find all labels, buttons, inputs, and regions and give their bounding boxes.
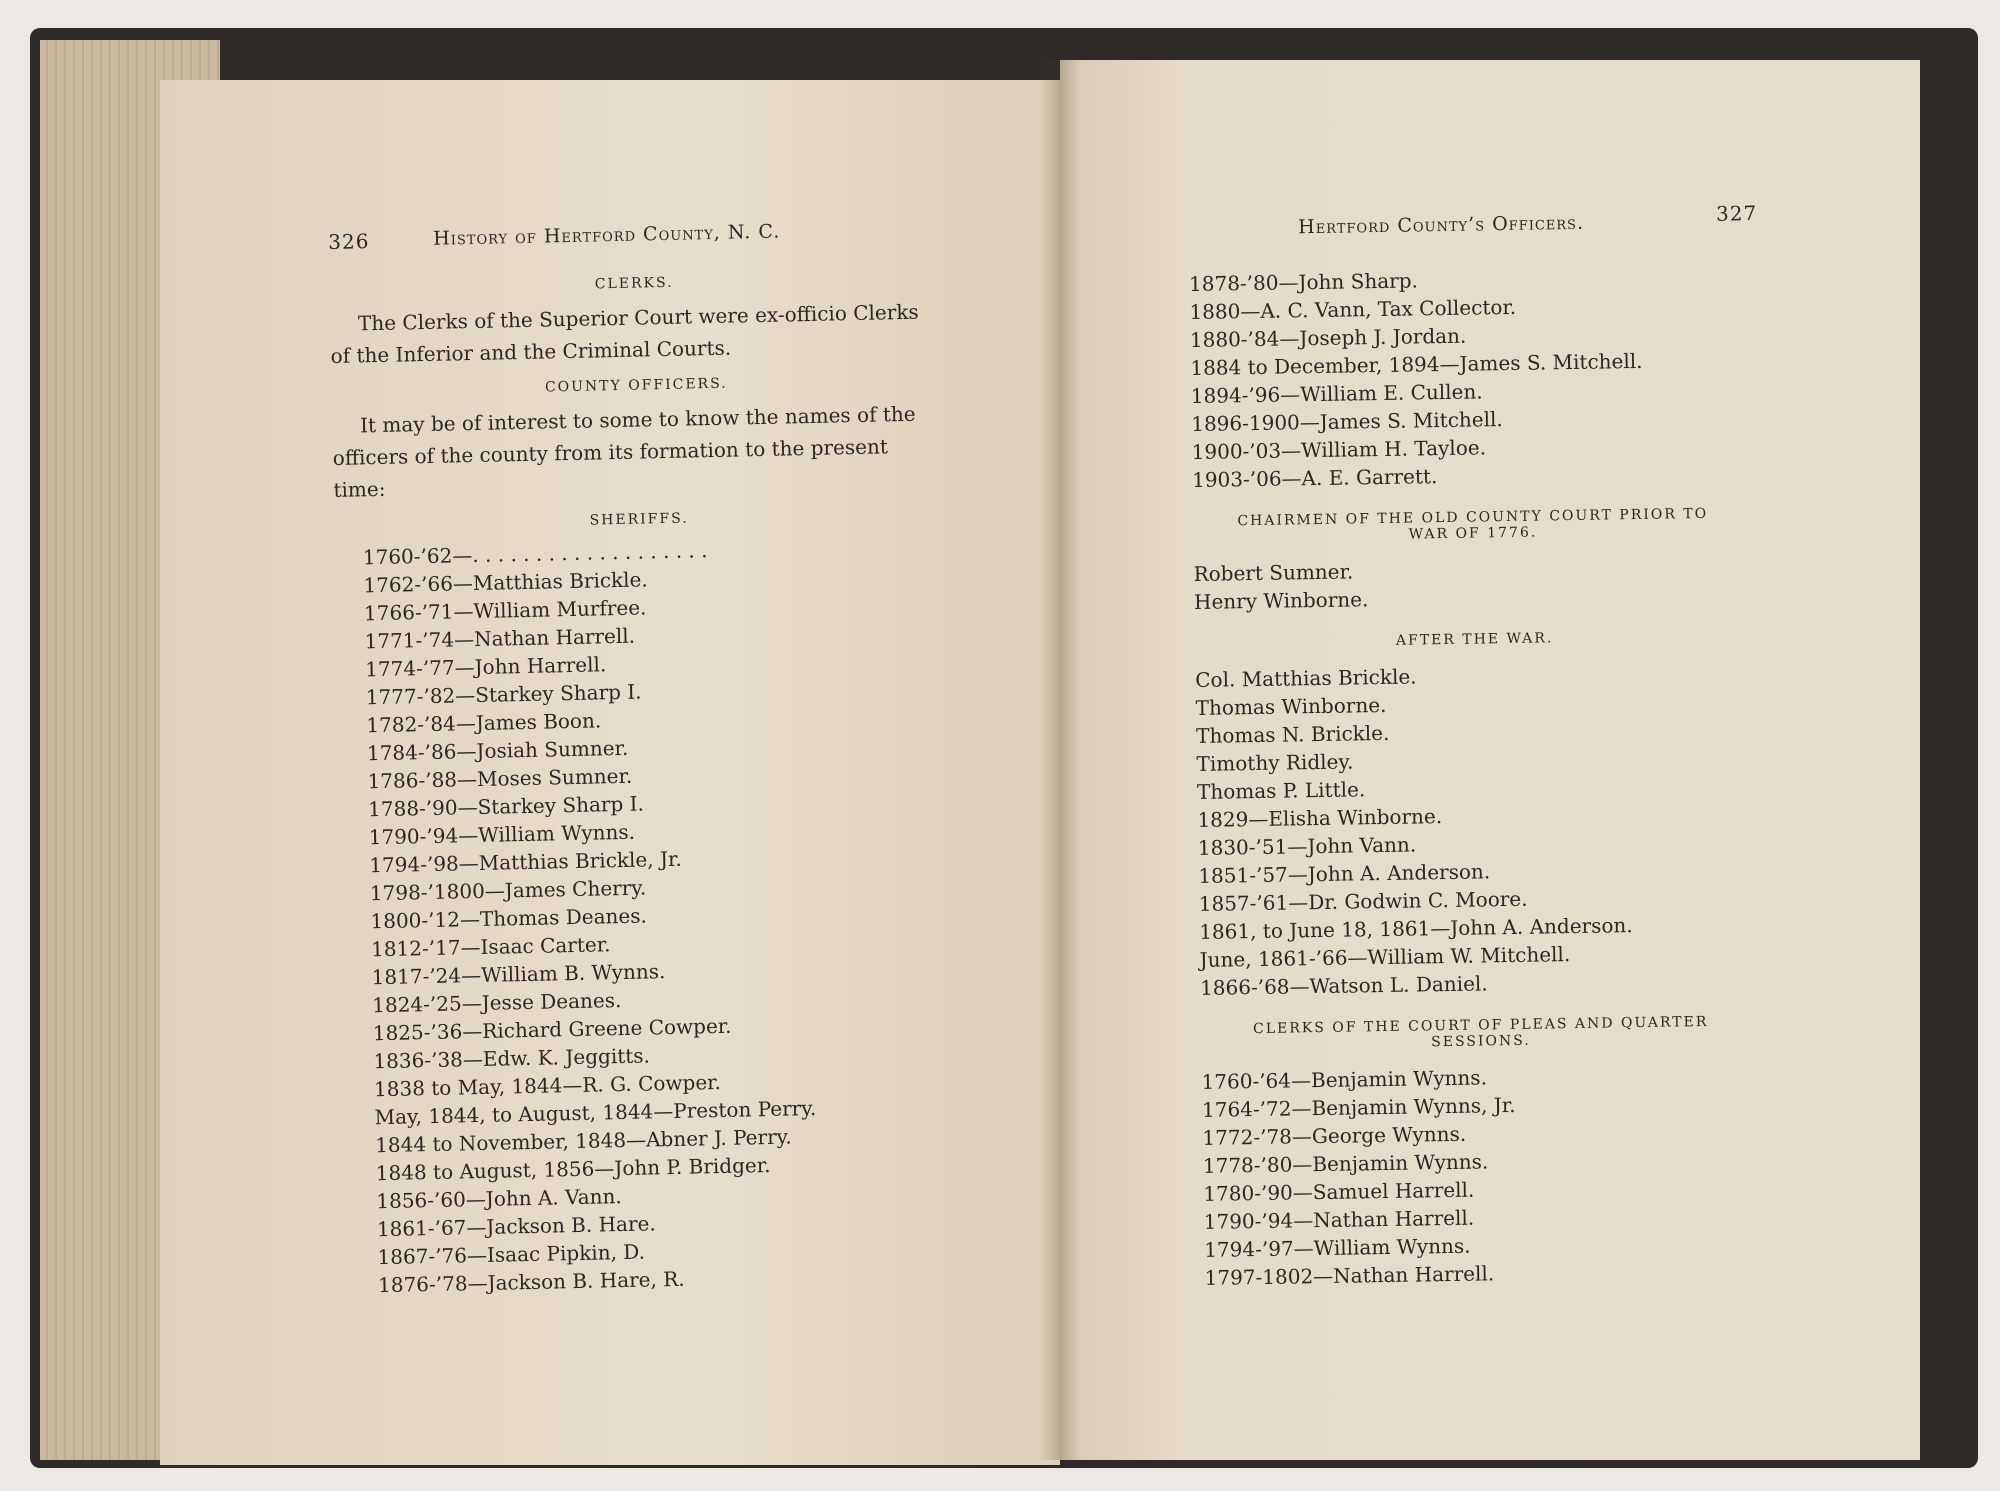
running-title-left: History of Hertford County, N. C.	[432, 220, 781, 250]
chairmen-after-list	[1195, 657, 1760, 1002]
list-item: 1903-’06—A. E. Garrett.	[1191, 464, 1438, 492]
list-item: 1782-’84—James Boon.	[366, 708, 602, 738]
sheriffs-list	[335, 531, 961, 1300]
list-item: Timothy Ridley.	[1196, 749, 1354, 776]
list-item: 1817-’24—William B. Wynns.	[371, 959, 666, 990]
list-item: 1794-’98—Matthias Brickle, Jr.	[369, 846, 682, 878]
sheriffs-continued-list	[1189, 261, 1752, 494]
list-item: Thomas Winborne.	[1195, 692, 1387, 720]
list-item: 1876-’78—Jackson B. Hare, R.	[377, 1266, 685, 1298]
clerks-heading: CLERKS.	[594, 274, 674, 293]
list-item: 1878-’80—John Sharp.	[1188, 268, 1419, 296]
clerks-pleas-list	[1201, 1059, 1764, 1292]
list-item: 1844 to November, 1848—Abner J. Perry.	[374, 1124, 792, 1158]
list-item: 1830-’51—John Vann.	[1197, 832, 1417, 860]
list-item: 1857-’61—Dr. Godwin C. Moore.	[1198, 886, 1528, 916]
list-item: 1790-’94—Nathan Harrell.	[1203, 1205, 1475, 1234]
list-item: 1797-1802—Nathan Harrell.	[1204, 1261, 1495, 1290]
list-item: 1760-’64—Benjamin Wynns.	[1201, 1065, 1488, 1094]
list-item: Henry Winborne.	[1193, 587, 1369, 614]
list-item: Col. Matthias Brickle.	[1195, 664, 1417, 692]
list-item: 1794-’97—William Wynns.	[1204, 1233, 1471, 1262]
clerks-pleas-heading: CLERKS OF THE COURT OF PLEAS AND QUARTER SESSIONS.	[1252, 1013, 1709, 1051]
list-item: 1798-’1800—James Cherry.	[369, 875, 647, 906]
list-item: 1780-’90—Samuel Harrell.	[1203, 1177, 1475, 1206]
list-item: 1762-’66—Matthias Brickle.	[363, 567, 648, 598]
list-item: 1851-’57—John A. Anderson.	[1198, 859, 1491, 888]
chairmen-heading-line1: CHAIRMEN OF THE OLD COUNTY COURT PRIOR TO	[1237, 505, 1709, 530]
list-item: 1880-’84—Joseph J. Jordan.	[1189, 323, 1467, 352]
list-item: 1800-’12—Thomas Deanes.	[370, 903, 648, 934]
page-number-right: 327	[1715, 201, 1758, 226]
list-item: Robert Sumner.	[1193, 559, 1354, 586]
list-item: 1866-’68—Watson L. Daniel.	[1199, 971, 1488, 1000]
list-item: 1884 to December, 1894—James S. Mitchell.	[1190, 348, 1643, 380]
left-page-content	[328, 217, 960, 1300]
list-item: 1856-’60—John A. Vann.	[376, 1184, 623, 1214]
list-item: 1771-’74—Nathan Harrell.	[364, 623, 636, 654]
list-item: 1861-’67—Jackson B. Hare.	[376, 1211, 656, 1242]
chairmen-before-list	[1193, 551, 1754, 616]
list-item: 1825-’36—Richard Greene Cowper.	[372, 1013, 732, 1046]
list-item: 1772-’78—George Wynns.	[1202, 1121, 1467, 1150]
list-item: 1900-’03—William H. Tayloe.	[1191, 435, 1487, 464]
list-item: 1812-’17—Isaac Carter.	[370, 932, 611, 962]
after-war-heading: AFTER THE WAR.	[1395, 630, 1554, 649]
list-item: 1836-’38—Edw. K. Jeggitts.	[373, 1043, 651, 1074]
list-item: 1784-’86—Josiah Sumner.	[366, 735, 629, 766]
list-item: Thomas P. Little.	[1196, 777, 1366, 804]
sheriffs-heading: SHERIFFS.	[589, 510, 689, 529]
list-item: 1790-’94—William Wynns.	[368, 819, 636, 850]
list-item: 1777-’82—Starkey Sharp I.	[365, 679, 642, 710]
chairmen-heading-line2: WAR OF 1776.	[1408, 524, 1538, 543]
running-title-right: Hertford County’s Officers.	[1297, 211, 1585, 239]
list-item: 1778-’80—Benjamin Wynns.	[1202, 1149, 1489, 1178]
list-item: 1760-’62—. . . . . . . . . . . . . . . . . . .	[362, 538, 708, 570]
list-item: Thomas N. Brickle.	[1195, 720, 1390, 748]
list-item: May, 1844, to August, 1844—Preston Perry.	[374, 1095, 817, 1130]
chairmen-heading	[1193, 505, 1753, 546]
list-item: 1774-’77—John Harrell.	[364, 652, 607, 682]
list-item: June, 1861-’66—William W. Mitchell.	[1199, 942, 1571, 972]
list-item: 1880—A. C. Vann, Tax Collector.	[1189, 294, 1517, 324]
county-officers-paragraph: It may be of interest to some to know the names of the officers of the county from its formation to the present time:	[332, 401, 916, 502]
clerks-paragraph: The Clerks of the Superior Court were ex-officio Clerks of the Inferior and the Criminal Courts.	[330, 299, 919, 368]
list-item: 1764-’72—Benjamin Wynns, Jr.	[1201, 1092, 1516, 1122]
list-item: 1867-’76—Isaac Pipkin, D.	[377, 1239, 646, 1270]
list-item: 1786-’88—Moses Sumner.	[367, 763, 633, 794]
right-page-content	[1188, 201, 1765, 1292]
book-gutter	[1040, 60, 1080, 1460]
list-item: 1861, to June 18, 1861—John A. Anderson.	[1199, 913, 1633, 944]
list-item: 1896-1900—James S. Mitchell.	[1191, 407, 1503, 436]
list-item: 1894-’96—William E. Cullen.	[1190, 379, 1483, 408]
list-item: 1788-’90—Starkey Sharp I.	[367, 791, 645, 822]
list-item: 1829—Elisha Winborne.	[1197, 804, 1443, 832]
county-officers-heading: COUNTY OFFICERS.	[544, 375, 728, 396]
list-item: 1838 to May, 1844—R. G. Cowper.	[373, 1069, 722, 1102]
list-item: 1766-’71—William Murfree.	[363, 595, 647, 626]
list-item: 1824-’25—Jesse Deanes.	[371, 988, 622, 1018]
list-item: 1848 to August, 1856—John P. Bridger.	[375, 1152, 771, 1186]
page-number-left: 326	[328, 229, 370, 254]
